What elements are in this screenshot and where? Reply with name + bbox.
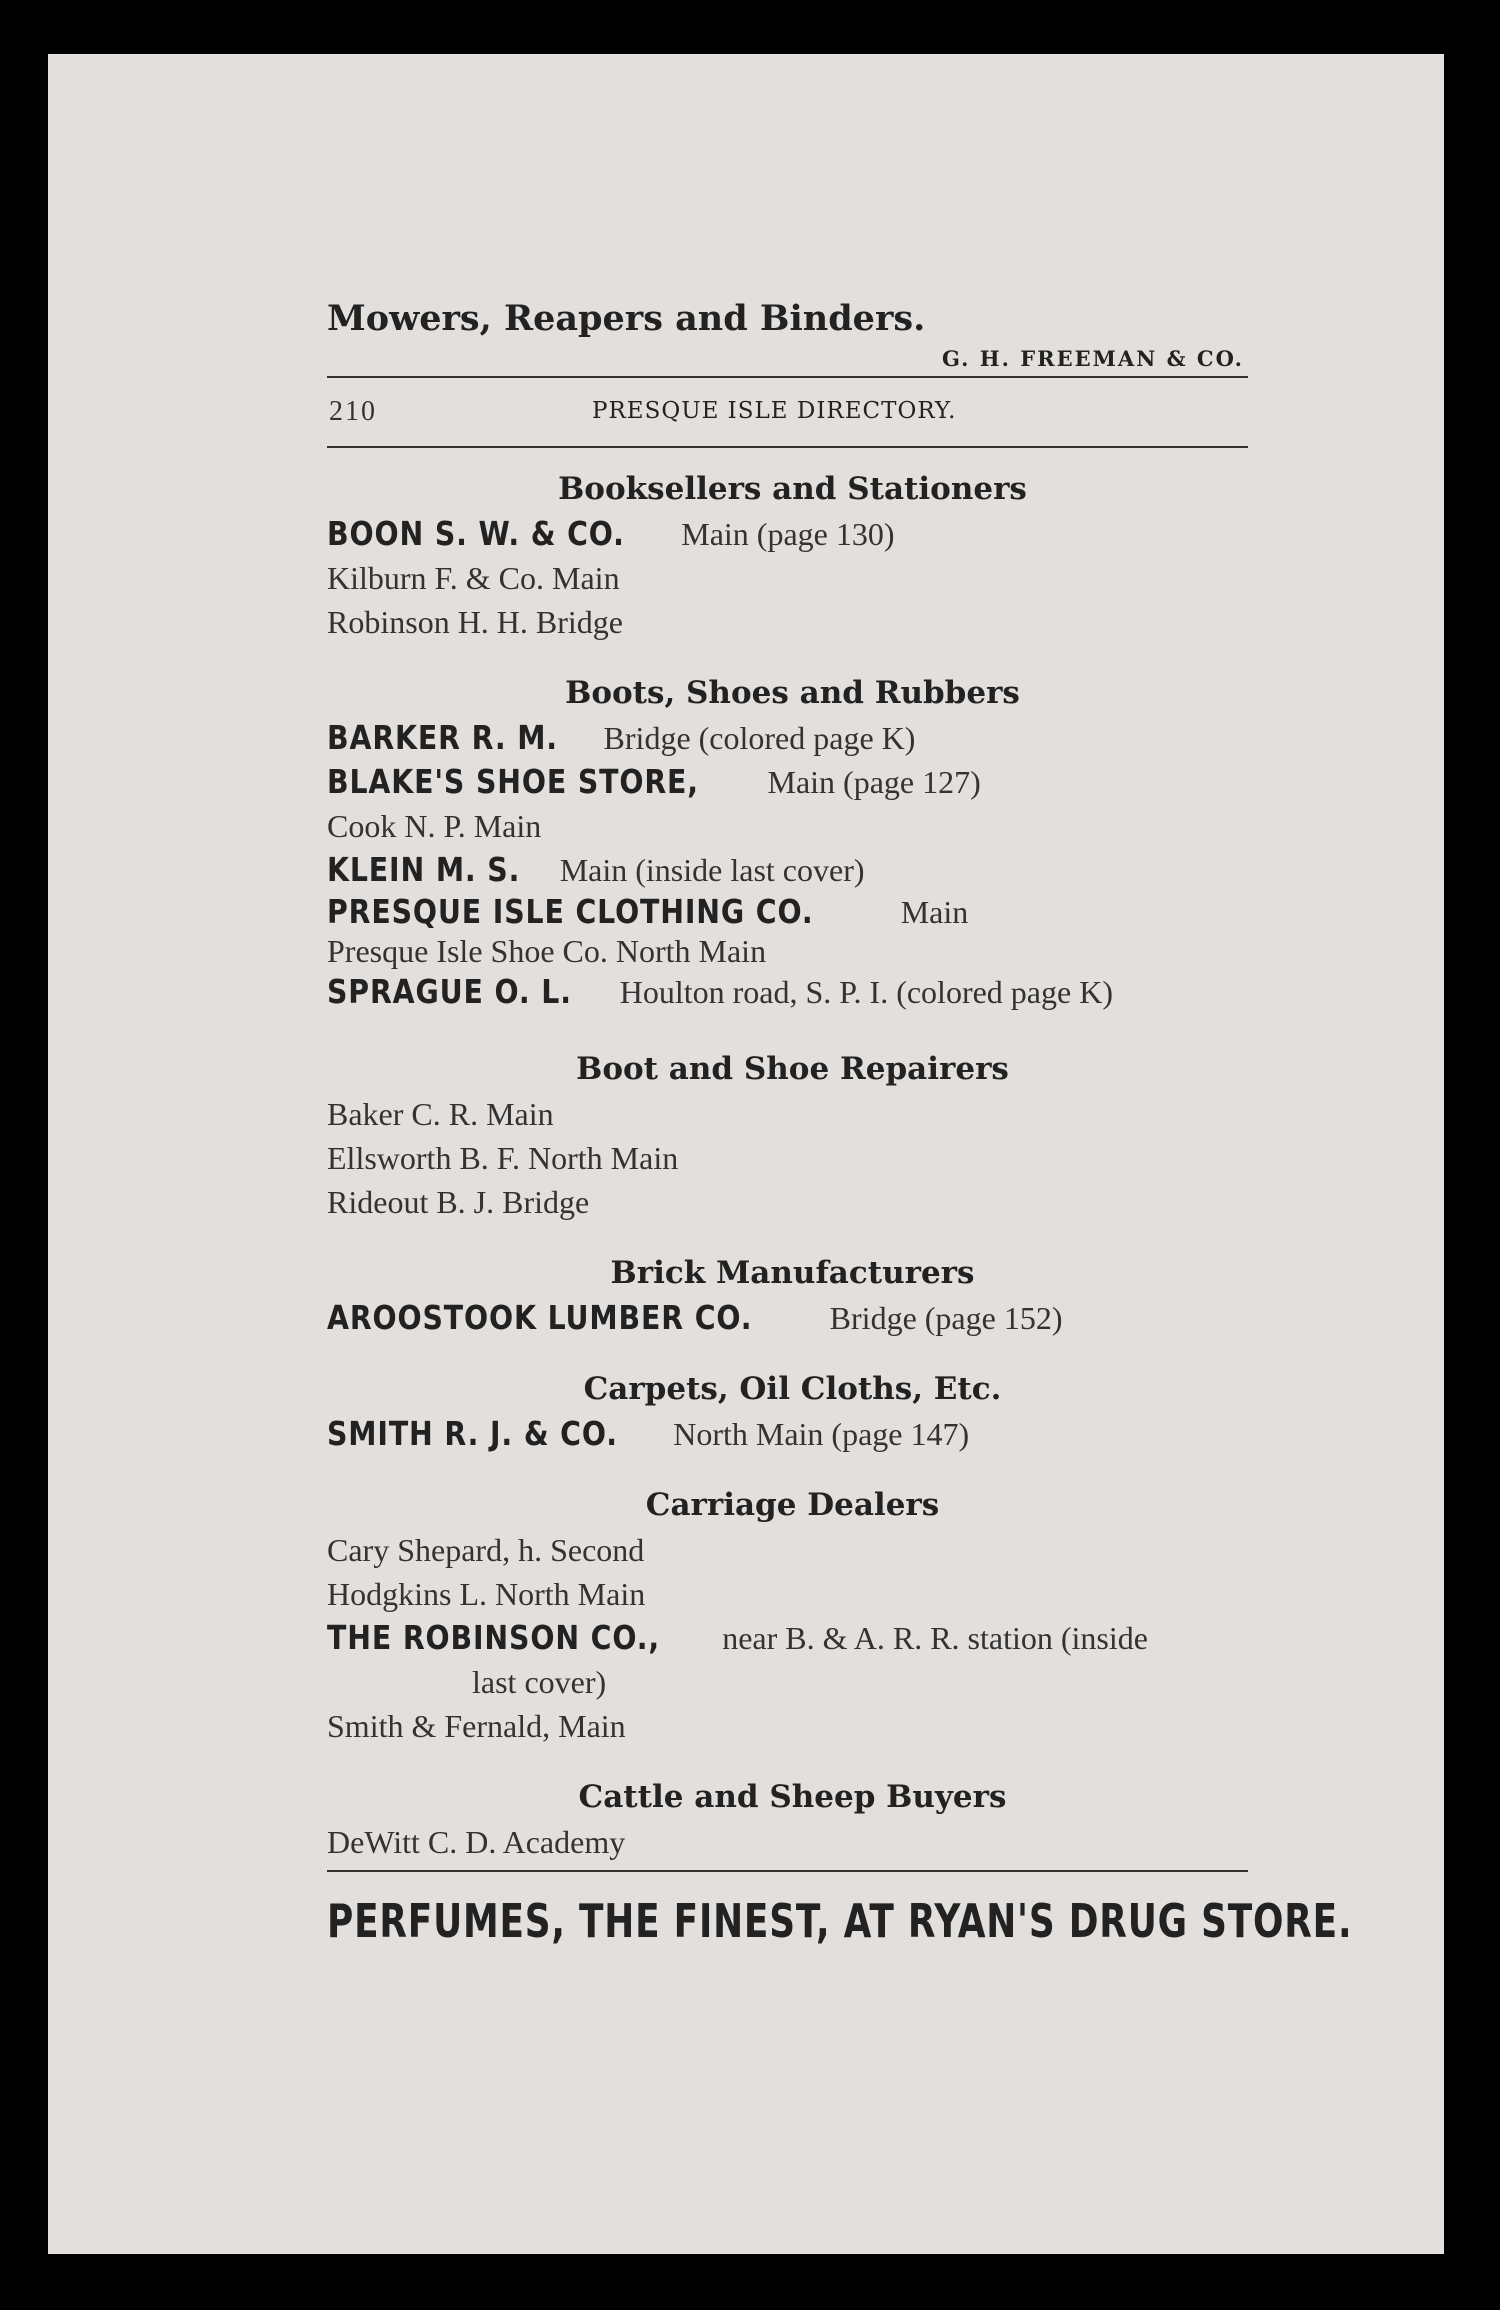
entry-name: SMITH R. J. & CO. bbox=[327, 1414, 618, 1453]
list-item bbox=[327, 512, 1248, 556]
entry-name: Smith & Fernald, bbox=[327, 1708, 551, 1744]
list-item bbox=[327, 1616, 1248, 1704]
list-item bbox=[327, 848, 1248, 892]
entry-detail: North Main bbox=[607, 933, 767, 969]
entry-detail: Main bbox=[544, 560, 620, 596]
entry-detail: Bridge (page 152) bbox=[821, 1300, 1063, 1336]
entry-detail: North Main bbox=[520, 1140, 679, 1176]
list-item bbox=[327, 1092, 1248, 1136]
entry-detail: Bridge bbox=[494, 1184, 590, 1220]
list-item bbox=[327, 1412, 1248, 1456]
page-content bbox=[327, 298, 1353, 1948]
entry-detail: Houlton road, S. P. I. (colored page K) bbox=[611, 974, 1113, 1010]
entry-name: SPRAGUE O. L. bbox=[327, 972, 572, 1011]
entry-detail: near B. & A. R. R. station (inside bbox=[714, 1620, 1148, 1656]
list-item bbox=[327, 892, 1248, 932]
section-carriage bbox=[327, 1482, 1248, 1748]
entry-name: BLAKE'S SHOE STORE, bbox=[327, 762, 699, 801]
top-ad-firm: G. H. FREEMAN & CO. bbox=[941, 346, 1244, 371]
list-item bbox=[327, 716, 1248, 760]
entry-detail: Main (inside last cover) bbox=[551, 852, 865, 888]
list-item bbox=[327, 1820, 1248, 1864]
section-carpets bbox=[327, 1366, 1248, 1456]
entry-detail: Academy bbox=[496, 1824, 626, 1860]
entry-detail: h. Second bbox=[510, 1532, 645, 1568]
entry-name: AROOSTOOK LUMBER CO. bbox=[327, 1298, 753, 1337]
top-advertisement bbox=[327, 298, 1248, 376]
page-number: 210 bbox=[329, 396, 377, 427]
entry-detail: Main (page 127) bbox=[759, 764, 981, 800]
list-item bbox=[327, 1704, 1248, 1748]
entry-name: Rideout B. J. bbox=[327, 1184, 495, 1220]
list-item bbox=[327, 1136, 1248, 1180]
list-item bbox=[327, 1296, 1248, 1340]
entry-name: PRESQUE ISLE CLOTHING CO. bbox=[327, 892, 814, 931]
list-item bbox=[327, 760, 1248, 804]
entry-detail: North Main bbox=[487, 1576, 646, 1612]
entry-name: THE ROBINSON CO., bbox=[327, 1618, 661, 1657]
directory-page bbox=[48, 54, 1444, 2254]
running-head bbox=[327, 378, 1248, 446]
entry-name: Cook N. P. bbox=[327, 808, 466, 844]
entry-name: KLEIN M. S. bbox=[327, 850, 521, 889]
entry-name: BOON S. W. & CO. bbox=[327, 514, 625, 553]
entry-name: Robinson H. H. bbox=[327, 604, 528, 640]
top-ad-title: Mowers, Reapers and Binders. bbox=[327, 298, 926, 339]
entry-detail: Main (page 130) bbox=[673, 516, 895, 552]
section-heading: Carpets, Oil Cloths, Etc. bbox=[583, 1371, 1002, 1407]
entry-detail: North Main (page 147) bbox=[665, 1416, 970, 1452]
entry-name: Ellsworth B. F. bbox=[327, 1140, 521, 1176]
entry-name: BARKER R. M. bbox=[327, 718, 558, 757]
list-item bbox=[327, 970, 1248, 1014]
entry-name: DeWitt C. D. bbox=[327, 1824, 497, 1860]
entry-detail: Main bbox=[550, 1708, 626, 1744]
section-heading: Boot and Shoe Repairers bbox=[576, 1051, 1009, 1087]
entry-detail-continued: last cover) bbox=[472, 1664, 607, 1700]
entry-name: Baker C. R. bbox=[327, 1096, 479, 1132]
entry-detail: Bridge bbox=[527, 604, 623, 640]
list-item bbox=[327, 1572, 1248, 1616]
section-heading: Boots, Shoes and Rubbers bbox=[565, 675, 1020, 711]
section-heading: Cattle and Sheep Buyers bbox=[578, 1779, 1007, 1815]
list-item bbox=[327, 1180, 1248, 1224]
section-heading: Booksellers and Stationers bbox=[558, 471, 1027, 507]
entry-detail: Bridge (colored page K) bbox=[595, 720, 916, 756]
entry-detail: Main bbox=[892, 894, 969, 930]
section-brick bbox=[327, 1250, 1248, 1340]
list-item bbox=[327, 804, 1248, 848]
entry-name: Kilburn F. & Co. bbox=[327, 560, 545, 596]
entry-detail: Main bbox=[465, 808, 542, 844]
section-heading: Carriage Dealers bbox=[645, 1487, 940, 1523]
list-item bbox=[327, 556, 1248, 600]
entry-name: Hodgkins L. bbox=[327, 1576, 487, 1612]
section-cattle bbox=[327, 1774, 1248, 1864]
directory-title: PRESQUE ISLE DIRECTORY. bbox=[592, 398, 957, 424]
header-rule-bottom bbox=[327, 446, 1248, 448]
footer-advertisement: PERFUMES, THE FINEST, AT RYAN'S DRUG STORE. bbox=[327, 1894, 1353, 1948]
section-repairers bbox=[327, 1046, 1248, 1224]
list-item bbox=[327, 932, 1248, 970]
entry-detail: Main bbox=[478, 1096, 554, 1132]
list-item bbox=[327, 600, 1248, 644]
footer-rule bbox=[327, 1870, 1248, 1872]
entry-name: Cary Shepard, bbox=[327, 1532, 511, 1568]
section-boots bbox=[327, 670, 1248, 1014]
entry-name: Presque Isle Shoe Co. bbox=[327, 933, 608, 969]
list-item bbox=[327, 1528, 1248, 1572]
section-heading: Brick Manufacturers bbox=[610, 1255, 975, 1291]
section-booksellers bbox=[327, 466, 1248, 644]
